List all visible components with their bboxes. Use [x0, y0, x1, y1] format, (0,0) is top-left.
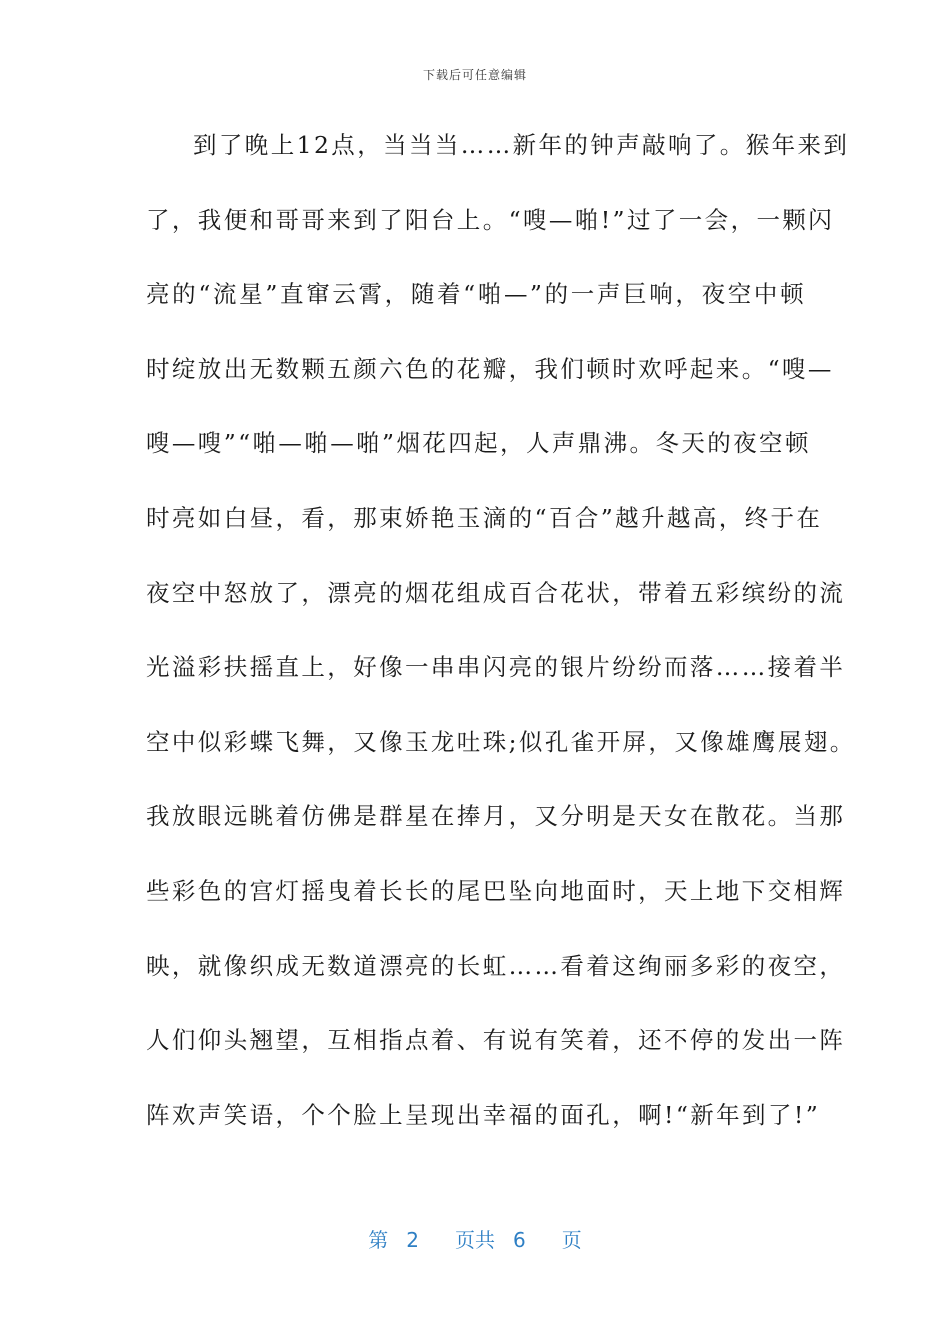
paragraph-line: 时亮如白昼，看，那束娇艳玉滴的“百合”越升越高，终于在 — [146, 503, 823, 532]
paragraph-line: 阵欢声笑语，个个脸上呈现出幸福的面孔，啊!“新年到了!” — [146, 1100, 821, 1129]
page-suffix: 页 — [561, 1228, 582, 1252]
paragraph-line: 嗖—嗖”“啪—啪—啪”烟花四起，人声鼎沸。冬天的夜空顿 — [146, 429, 811, 458]
paragraph-line: 我放眼远眺着仿佛是群星在捧月，又分明是天女在散花。当那 — [146, 802, 846, 831]
page-prefix: 第 — [368, 1228, 389, 1252]
paragraph-line: 到了晚上12点，当当当……新年的钟声敲响了。猴年来到 — [193, 131, 850, 159]
paragraph-line: 些彩色的宫灯摇曳着长长的尾巴坠向地面时，天上地下交相辉 — [146, 876, 846, 905]
page-current: 2 — [406, 1228, 419, 1252]
article-body — [146, 118, 856, 1162]
page-total: 6 — [513, 1228, 526, 1252]
paragraph-line: 了，我便和哥哥来到了阳台上。“嗖—啪!”过了一会，一颗闪 — [146, 205, 835, 234]
paragraph-line: 亮的“流星”直窜云霄，随着“啪—”的一声巨响，夜空中顿 — [146, 280, 806, 309]
page-header-note: 下载后可任意编辑 — [422, 68, 527, 82]
paragraph-line: 时绽放出无数颗五颜六色的花瓣，我们顿时欢呼起来。“嗖— — [146, 354, 834, 383]
page-middle: 页共 — [455, 1228, 495, 1252]
paragraph-line: 光溢彩扶摇直上，好像一串串闪亮的银片纷纷而落……接着半 — [146, 653, 846, 682]
paragraph-line: 人们仰头翘望，互相指点着、有说有笑着，还不停的发出一阵 — [146, 1026, 846, 1055]
page-number-footer — [0, 1224, 950, 1253]
paragraph-line: 夜空中怒放了，漂亮的烟花组成百合花状，带着五彩缤纷的流 — [146, 578, 846, 607]
paragraph-line: 空中似彩蝶飞舞，又像玉龙吐珠;似孔雀开屏，又像雄鹰展翅。 — [146, 727, 856, 756]
paragraph-line: 映，就像织成无数道漂亮的长虹……看着这绚丽多彩的夜空， — [146, 951, 846, 980]
